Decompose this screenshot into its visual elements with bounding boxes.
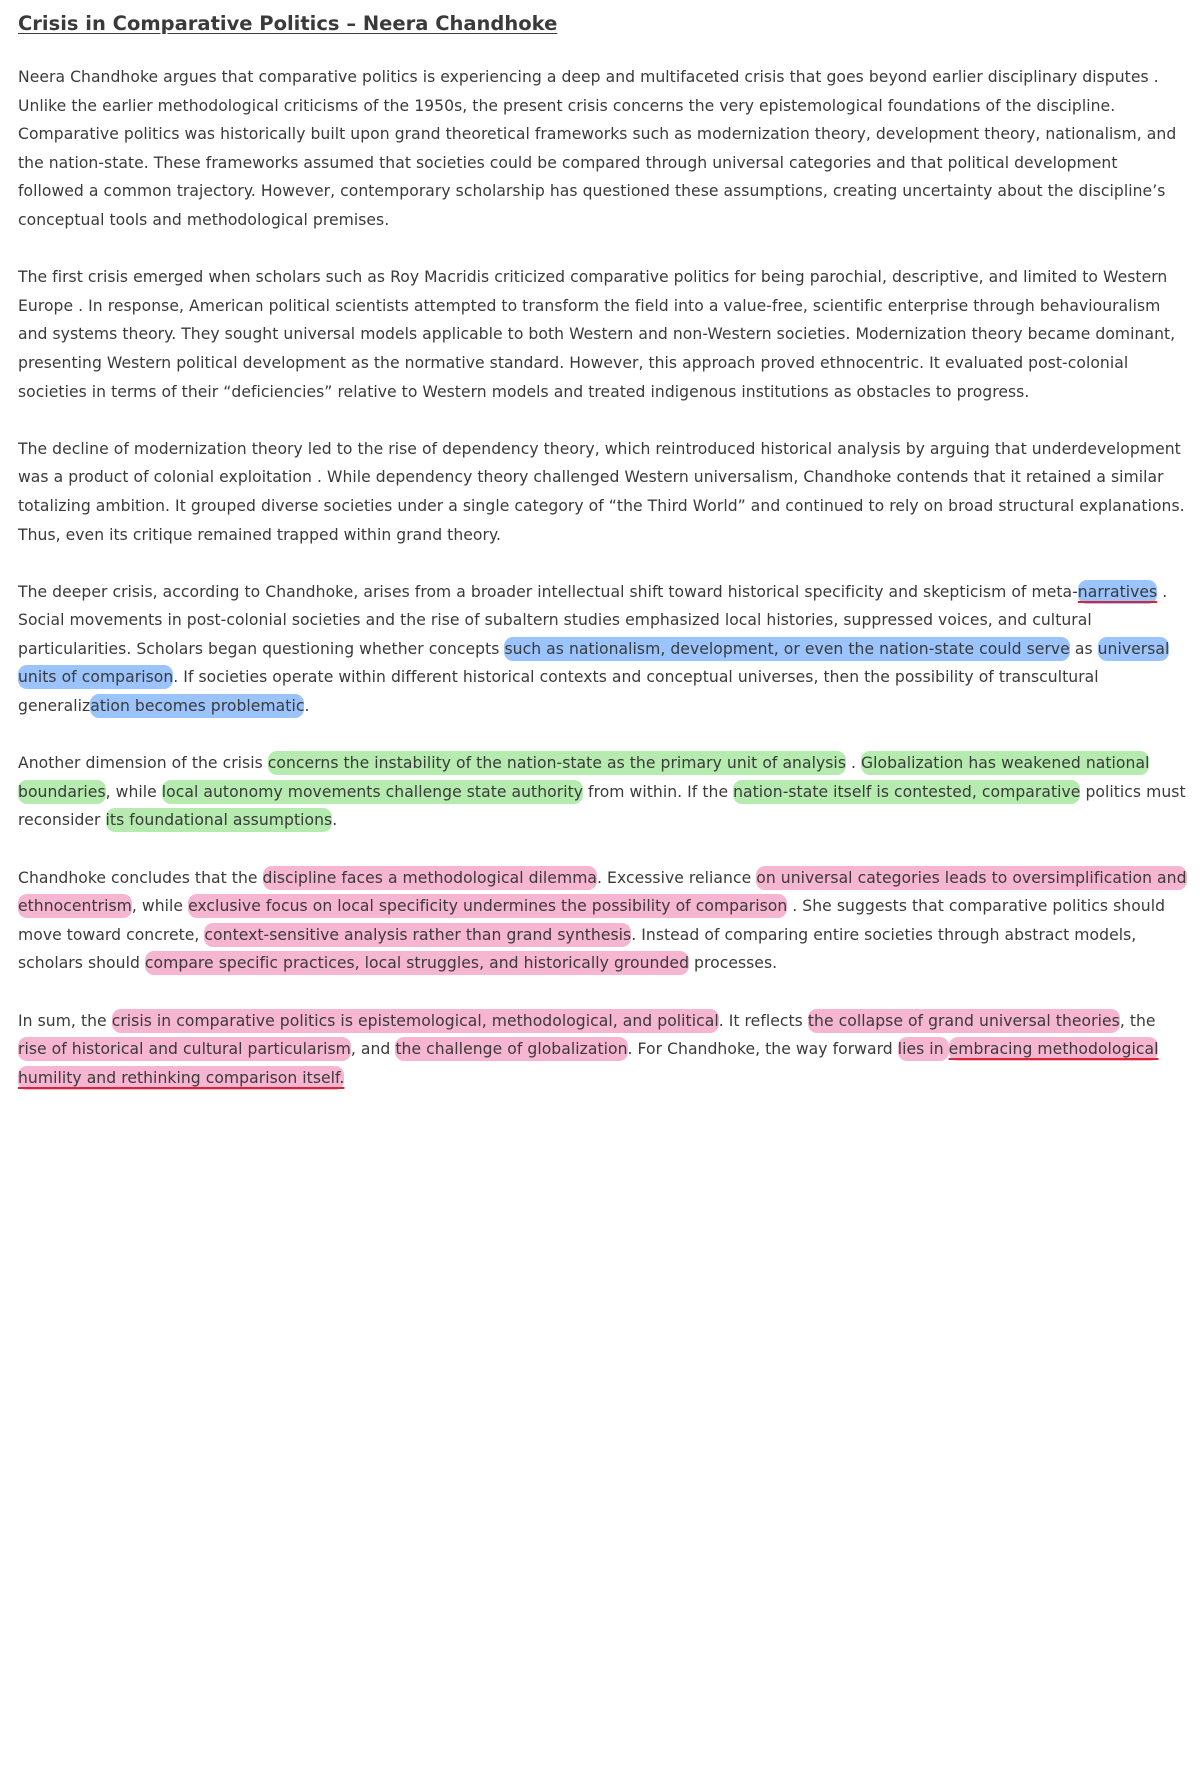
text-run: processes. [689, 954, 778, 973]
paragraph-4 [18, 578, 1188, 721]
text-run: Chandhoke concludes that the [18, 868, 263, 887]
highlight-pink: compare specific practices, local struggles, and historically grounded [145, 951, 689, 975]
text-run: , while [105, 782, 162, 801]
text-run: . Excessive reliance [597, 868, 757, 887]
text-run: . It reflects [718, 1011, 808, 1030]
paragraph-2: The first crisis emerged when scholars such as Roy Macridis criticized comparative politics for being parochial, descriptive, and limited to Western Europe . In response, American political scientists attempted to transform the field into a value-free, scientific enterprise through behaviouralism and systems theory. They sought universal models applicable to both Western and non-Western societies. Modernization theory became dominant, presenting Western political development as the normative standard. However, this approach proved ethnocentric. It evaluated post-colonial societies in terms of their “deficiencies” relative to Western models and treated indigenous institutions as obstacles to progress. [18, 268, 1176, 401]
text-run: . She suggests that comparative politics should move toward concrete, [18, 897, 1166, 944]
text-run: . If societies operate within different historical contexts and conceptual universes, then the possibility of transcultural generaliz [18, 668, 1099, 716]
paragraph-5 [18, 749, 1188, 835]
highlight-pink: crisis in comparative politics is epistemological, methodological, and political [112, 1009, 719, 1033]
document [18, 10, 1188, 1121]
text-run: . Instead of comparing entire societies through abstract models, scholars should [18, 925, 1137, 973]
text-run: The deeper crisis, according to Chandhoke, arises from a broader intellectual shift toward historical specificity and skepticism of meta- [18, 582, 1078, 601]
highlight-pink: lies in [898, 1037, 949, 1061]
text-run: , and [350, 1040, 396, 1059]
text-run: politics must reconsider [18, 782, 1186, 830]
text-run: from within. If the [583, 782, 734, 801]
highlight-pink: on universal categories leads to oversimplification and ethnocentrism [18, 866, 1187, 919]
highlight-green: nation-state itself is contested, comparative [733, 780, 1080, 804]
document-title: Crisis in Comparative Politics – Neera Chandhoke [18, 12, 558, 35]
highlight-green: concerns the instability of the nation-state as the primary unit of analysis [268, 751, 846, 775]
highlight-blue: such as nationalism, development, or even the nation-state could serve [504, 637, 1069, 661]
text-run: . [332, 811, 338, 830]
text-run: . [846, 754, 862, 773]
text-run: Another dimension of the crisis [18, 754, 268, 773]
highlight-green: its foundational assumptions [106, 808, 333, 832]
text-run: . [304, 697, 310, 716]
highlight-pink: rise of historical and cultural particularism [18, 1037, 351, 1061]
text-run: as [1069, 639, 1098, 658]
text-run: , the [1119, 1011, 1156, 1030]
highlight-blue: ation becomes problematic [90, 694, 304, 718]
highlight-pink: context-sensitive analysis rather than grand synthesis [204, 923, 631, 947]
highlight-pink: exclusive focus on local specificity undermines the possibility of comparison [188, 894, 787, 918]
highlight-green: Globalization has weakened national boundaries [18, 751, 1149, 804]
paragraph-3: The decline of modernization theory led to the rise of dependency theory, which reintroduced historical analysis by arguing that underdevelopment was a product of colonial exploitation . While dependency theory challenged Western universalism, Chandhoke contends that it retained a similar totalizing ambition. It grouped diverse societies under a single category of “the Third World” and continued to rely on broad structural explanations. Thus, even its critique remained trapped within grand theory. [18, 439, 1185, 544]
highlight-green: local autonomy movements challenge state authority [162, 780, 583, 804]
highlight-pink: the challenge of globalization [395, 1037, 627, 1061]
highlight-pink: the collapse of grand universal theories [808, 1009, 1120, 1033]
highlight-pink-underlined: embracing methodological humility and rethinking comparison itself. [18, 1037, 1158, 1090]
highlight-pink: discipline faces a methodological dilemma [263, 866, 598, 890]
paragraph-1: Neera Chandhoke argues that comparative politics is experiencing a deep and multifaceted crisis that goes beyond earlier disciplinary disputes . Unlike the earlier methodological criticisms of the 1950s, the present crisis concerns the very epistemological foundations of the discipline. Comparative politics was historically built upon grand theoretical frameworks such as modernization theory, development theory, nationalism, and the nation-state. These frameworks assumed that societies could be compared through universal categories and that political development followed a common trajectory. However, contemporary scholarship has questioned these assumptions, creating uncertainty about the discipline’s conceptual tools and methodological premises. [18, 68, 1177, 229]
highlight-blue: universal units of comparison [18, 637, 1169, 690]
paragraph-6 [18, 864, 1188, 978]
text-run: . Social movements in post-colonial societies and the rise of subaltern studies emphasized local histories, suppressed voices, and cultural particularities. Scholars began questioning whether concepts [18, 582, 1168, 658]
text-run: , while [131, 897, 189, 916]
text-run: . For Chandhoke, the way forward [627, 1040, 898, 1059]
paragraph-7 [18, 1007, 1188, 1093]
text-run: In sum, the [18, 1011, 112, 1030]
highlight-blue-underlined: narratives [1078, 580, 1157, 604]
